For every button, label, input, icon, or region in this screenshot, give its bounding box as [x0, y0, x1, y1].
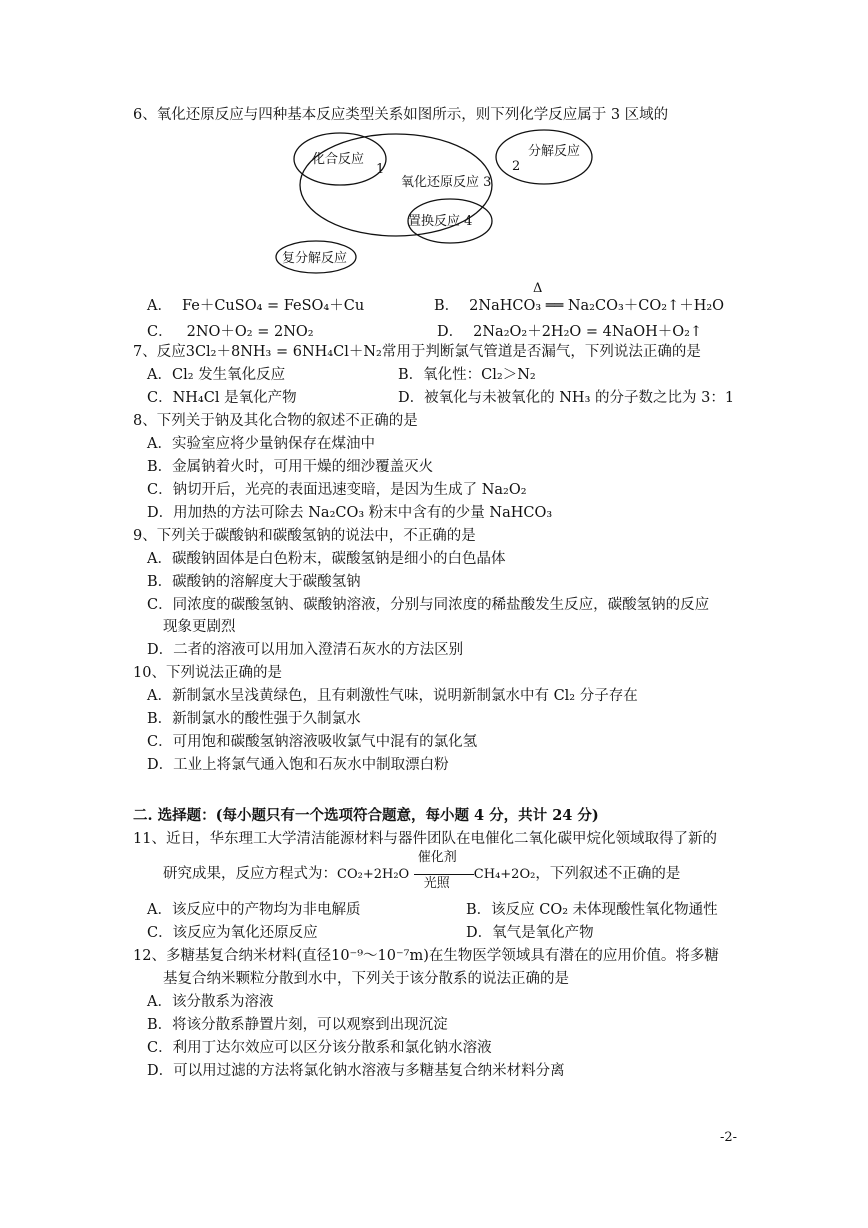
- decomposition-label: 分解反应: [528, 144, 581, 159]
- q6-stem: 6、氧化还原反应与四种基本反应类型关系如图所示，则下列化学反应属于 3 区域的: [133, 107, 669, 123]
- q12-stem-line1: 12、多糖基复合纳米材料(直径10⁻⁹～10⁻⁷m)在生物医学领域具有潜在的应用价值。将多糖: [133, 948, 719, 964]
- q9-option-c: C．同浓度的碳酸氢钠、碳酸钠溶液，分别与同浓度的稀盐酸发生反应，碳酸氢钠的反应: [147, 597, 710, 613]
- q12-option-c: C．利用丁达尔效应可以区分该分散系和氯化钠水溶液: [147, 1040, 492, 1056]
- reaction-type-diagram: [270, 128, 610, 278]
- q7-stem: 7、反应3Cl₂＋8NH₃ = 6NH₄Cl＋N₂常用于判断氯气管道是否漏气，下列说法正确的是: [133, 344, 701, 360]
- q11-option-b: B．该反应 CO₂ 未体现酸性氧化物通性: [466, 902, 718, 918]
- q12-option-a: A．该分散系为溶液: [147, 994, 274, 1010]
- q7-option-d: D．被氧化与未被氧化的 NH₃ 的分子数之比为 3：1: [398, 390, 735, 406]
- q9-option-b: B．碳酸钠的溶解度大于碳酸氢钠: [147, 574, 361, 590]
- q11-option-d: D．氧气是氧化产物: [466, 925, 594, 941]
- region-1-label: 1: [376, 162, 385, 177]
- double-decomp-label: 复分解反应: [282, 251, 348, 266]
- q6-option-b-delta: Δ: [533, 281, 543, 296]
- q10-option-a: A．新制氯水呈浅黄绿色，且有刺激性气味，说明新制氯水中有 Cl₂ 分子存在: [147, 688, 638, 704]
- redox-label: 氧化还原反应 3: [401, 175, 492, 190]
- q7-option-b: B．氧化性：Cl₂＞N₂: [398, 367, 536, 383]
- q8-option-c: C．钠切开后，光亮的表面迅速变暗，是因为生成了 Na₂O₂: [147, 482, 527, 498]
- q11-stem-line2: 研究成果，反应方程式为：CO₂+2H₂O $\frac{\text{催化剂}}{\text{光照}}$ CH₄+2O₂，下列叙述不正确的是: [163, 850, 681, 891]
- page-number: -2-: [720, 1130, 738, 1145]
- q12-option-b: B．将该分散系静置片刻，可以观察到出现沉淀: [147, 1017, 448, 1033]
- q11-option-c: C．该反应为氧化还原反应: [147, 925, 318, 941]
- section-2-title: 二. 选择题：(每小题只有一个选项符合题意，每小题 4 分，共计 24 分): [133, 807, 599, 824]
- q7-option-c: C．NH₄Cl 是氧化产物: [147, 390, 297, 406]
- q6-option-d: D． 2Na₂O₂＋2H₂O = 4NaOH＋O₂↑: [437, 324, 703, 340]
- q6-option-c: C． 2NO＋O₂ = 2NO₂: [147, 324, 314, 340]
- q10-option-b: B．新制氯水的酸性强于久制氯水: [147, 711, 361, 727]
- q11-reaction-arrow: $\frac{\text{催化剂}}{\text{光照}}$: [414, 864, 474, 884]
- combination-label: 化合反应: [312, 152, 365, 167]
- q9-option-d: D．二者的溶液可以用加入澄清石灰水的方法区别: [147, 642, 464, 658]
- region-2-label: 2: [512, 159, 521, 174]
- q8-stem: 8、下列关于钠及其化合物的叙述不正确的是: [133, 413, 418, 429]
- q10-option-d: D．工业上将氯气通入饱和石灰水中制取漂白粉: [147, 757, 449, 773]
- q6-option-b: B． 2NaHCO₃ ══ Na₂CO₃＋CO₂↑＋H₂O: [434, 298, 725, 314]
- q12-option-d: D．可以用过滤的方法将氯化钠水溶液与多糖基复合纳米材料分离: [147, 1063, 565, 1079]
- q11-stem-line1: 11、近日，华东理工大学清洁能源材料与器件团队在电催化二氧化碳甲烷化领域取得了新的: [133, 831, 717, 847]
- q8-option-d: D．用加热的方法可除去 Na₂CO₃ 粉末中含有的少量 NaHCO₃: [147, 505, 553, 521]
- q12-stem-line2: 基复合纳米颗粒分散到水中，下列关于该分散系的说法正确的是: [163, 971, 569, 987]
- q9-option-a: A．碳酸钠固体是白色粉末，碳酸氢钠是细小的白色晶体: [147, 551, 506, 567]
- q11-option-a: A．该反应中的产物均为非电解质: [147, 902, 361, 918]
- replacement-label: 置换反应 4: [408, 214, 473, 229]
- q8-option-b: B．金属钠着火时，可用干燥的细沙覆盖灭火: [147, 459, 434, 475]
- q8-option-a: A．实验室应将少量钠保存在煤油中: [147, 436, 375, 452]
- q10-option-c: C．可用饱和碳酸氢钠溶液吸收氯气中混有的氯化氢: [147, 734, 478, 750]
- q9-stem: 9、下列关于碳酸钠和碳酸氢钠的说法中，不正确的是: [133, 528, 476, 544]
- q6-option-a: A． Fe＋CuSO₄ = FeSO₄＋Cu: [147, 298, 365, 314]
- q9-option-c-cont: 现象更剧烈: [163, 619, 236, 635]
- q10-stem: 10、下列说法正确的是: [133, 665, 282, 681]
- q7-option-a: A．Cl₂ 发生氧化反应: [147, 367, 286, 383]
